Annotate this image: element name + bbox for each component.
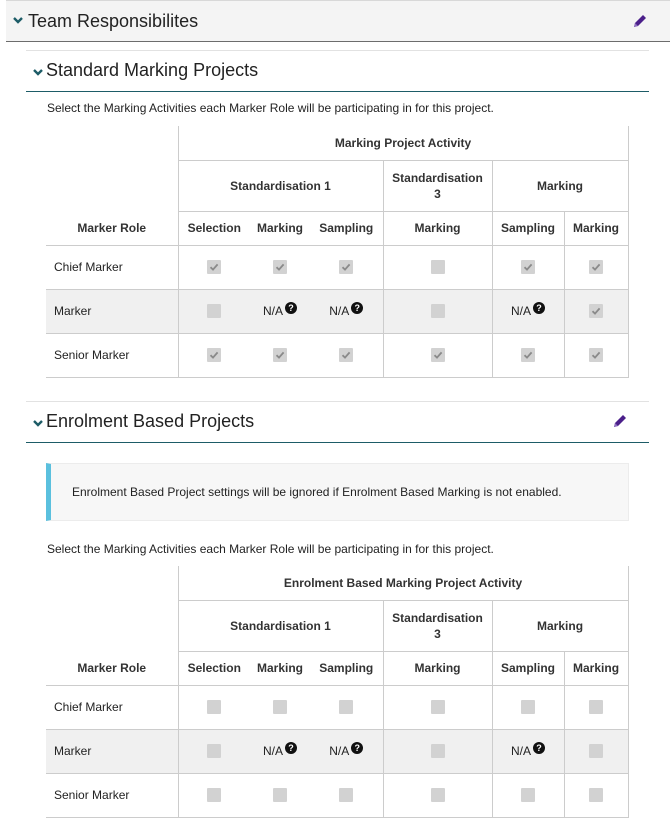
role-activity-checkbox[interactable] [589,304,603,318]
role-activity-checkbox[interactable] [273,260,287,274]
checkmark-icon [590,349,602,361]
checkmark-icon [432,349,444,361]
activity-cell [492,289,564,333]
activity-cell [310,289,383,333]
role-activity-checkbox[interactable] [273,788,287,802]
checkmark-icon [590,261,602,273]
role-activity-checkbox[interactable] [521,788,535,802]
activity-cell [492,685,564,729]
checkmark-icon [274,349,286,361]
activity-cell [310,685,383,729]
role-label: Marker [46,729,178,773]
team-responsibilities-header [6,0,670,42]
table-row [46,729,628,773]
question-circle-icon[interactable]: ? [533,302,545,314]
activity-header: Enrolment Based Marking Project Activity [178,566,628,600]
role-activity-checkbox[interactable] [339,348,353,362]
column-header: Sampling [492,211,564,245]
activity-cell [564,685,628,729]
role-activity-checkbox[interactable] [589,788,603,802]
role-activity-checkbox[interactable] [431,744,445,758]
section-title: Standard Marking Projects [46,60,259,80]
instruction-text: Select the Marking Activities each Marker Role will be participating in for this project. [47,101,494,115]
activity-cell [564,773,628,817]
group-standardisation-1: Standardisation 1 [178,160,383,211]
activity-cell [178,289,250,333]
not-applicable [511,744,545,758]
table-row [46,245,628,289]
activity-header: Marking Project Activity [178,126,628,160]
group-standardisation-3: Standardisation 3 [383,600,492,651]
section-title: Enrolment Based Projects [46,411,255,431]
role-activity-checkbox[interactable] [589,700,603,714]
table-row [46,773,628,817]
column-header: Marking [383,211,492,245]
activity-cell [250,245,310,289]
role-activity-checkbox[interactable] [207,788,221,802]
role-activity-checkbox[interactable] [521,260,535,274]
activity-cell [310,245,383,289]
enrolment-based-projects-header [26,401,649,443]
not-applicable [263,304,297,318]
notice-text: Enrolment Based Project settings will be ignored if Enrolment Based Marking is not enabled. [72,485,562,499]
activity-cell [250,289,310,333]
activity-cell [250,729,310,773]
group-marking: Marking [492,600,628,651]
activity-cell [492,773,564,817]
checkmark-icon [274,261,286,273]
column-header: Sampling [310,651,383,685]
chevron-down-icon[interactable] [12,14,24,26]
activity-cell [564,729,628,773]
role-activity-checkbox[interactable] [273,700,287,714]
role-activity-checkbox[interactable] [431,260,445,274]
checkmark-icon [340,349,352,361]
column-header: Selection [178,651,250,685]
column-header: Marking [250,211,310,245]
column-header: Marking [564,211,628,245]
not-applicable [511,304,545,318]
activity-cell [178,685,250,729]
standard-marking-projects-header [26,50,649,92]
not-applicable [329,304,363,318]
role-activity-checkbox[interactable] [339,788,353,802]
role-activity-checkbox[interactable] [521,348,535,362]
activity-cell [492,245,564,289]
column-header: Selection [178,211,250,245]
activity-cell [383,773,492,817]
activity-cell [310,773,383,817]
table-row [46,685,628,729]
role-label: Marker [46,289,178,333]
activity-cell [564,289,628,333]
column-header: Sampling [310,211,383,245]
question-circle-icon[interactable]: ? [285,742,297,754]
question-circle-icon[interactable]: ? [533,742,545,754]
role-column-header: Marker Role [46,651,178,685]
activity-cell [250,773,310,817]
checkmark-icon [590,305,602,317]
activity-cell [310,333,383,377]
pencil-icon[interactable] [611,412,629,430]
activity-cell [383,333,492,377]
pencil-icon[interactable] [631,12,649,30]
activity-cell [310,729,383,773]
activity-cell [564,333,628,377]
question-circle-icon[interactable]: ? [285,302,297,314]
role-activity-checkbox[interactable] [207,304,221,318]
checkmark-icon [522,261,534,273]
activity-cell [178,729,250,773]
role-activity-checkbox[interactable] [207,260,221,274]
role-label: Chief Marker [46,685,178,729]
na-label: N/A [262,304,283,318]
activity-cell [383,685,492,729]
group-standardisation-3: Standardisation 3 [383,160,492,211]
activity-cell [564,245,628,289]
role-activity-checkbox[interactable] [521,700,535,714]
question-circle-icon[interactable]: ? [351,302,363,314]
role-activity-checkbox[interactable] [589,260,603,274]
info-notice [46,463,629,521]
table-row [46,289,628,333]
checkmark-icon [208,349,220,361]
question-circle-icon[interactable]: ? [351,742,363,754]
role-activity-checkbox[interactable] [207,700,221,714]
activity-cell [178,773,250,817]
role-label: Senior Marker [46,773,178,817]
instruction-text: Select the Marking Activities each Marker Role will be participating in for this project. [47,542,494,556]
na-label: N/A [262,744,283,758]
column-header: Marking [250,651,310,685]
activity-cell [178,333,250,377]
na-label: N/A [510,744,531,758]
activity-cell [492,729,564,773]
column-header: Marking [564,651,628,685]
role-activity-checkbox[interactable] [207,744,221,758]
not-applicable [263,744,297,758]
role-activity-checkbox[interactable] [589,744,603,758]
page-title: Team Responsibilites [28,11,199,31]
group-standardisation-1: Standardisation 1 [178,600,383,651]
checkmark-icon [340,261,352,273]
role-column-header: Marker Role [46,211,178,245]
checkmark-icon [208,261,220,273]
role-activity-checkbox[interactable] [339,260,353,274]
standard-activity-table [46,126,629,378]
role-label: Chief Marker [46,245,178,289]
role-activity-checkbox[interactable] [431,304,445,318]
na-label: N/A [329,744,350,758]
group-marking: Marking [492,160,628,211]
na-label: N/A [329,304,350,318]
checkmark-icon [522,349,534,361]
role-activity-checkbox[interactable] [273,348,287,362]
role-activity-checkbox[interactable] [431,700,445,714]
enrolment-activity-table [46,566,629,818]
table-row [46,333,628,377]
chevron-down-icon[interactable] [32,66,44,78]
column-header: Sampling [492,651,564,685]
activity-cell [250,685,310,729]
role-label: Senior Marker [46,333,178,377]
role-activity-checkbox[interactable] [589,348,603,362]
role-activity-checkbox[interactable] [431,348,445,362]
na-label: N/A [510,304,531,318]
activity-cell [492,333,564,377]
role-activity-checkbox[interactable] [431,788,445,802]
activity-cell [383,245,492,289]
column-header: Marking [383,651,492,685]
activity-cell [383,289,492,333]
activity-cell [383,729,492,773]
activity-cell [250,333,310,377]
activity-cell [178,245,250,289]
role-activity-checkbox[interactable] [207,348,221,362]
role-activity-checkbox[interactable] [339,700,353,714]
chevron-down-icon[interactable] [32,417,44,429]
not-applicable [329,744,363,758]
